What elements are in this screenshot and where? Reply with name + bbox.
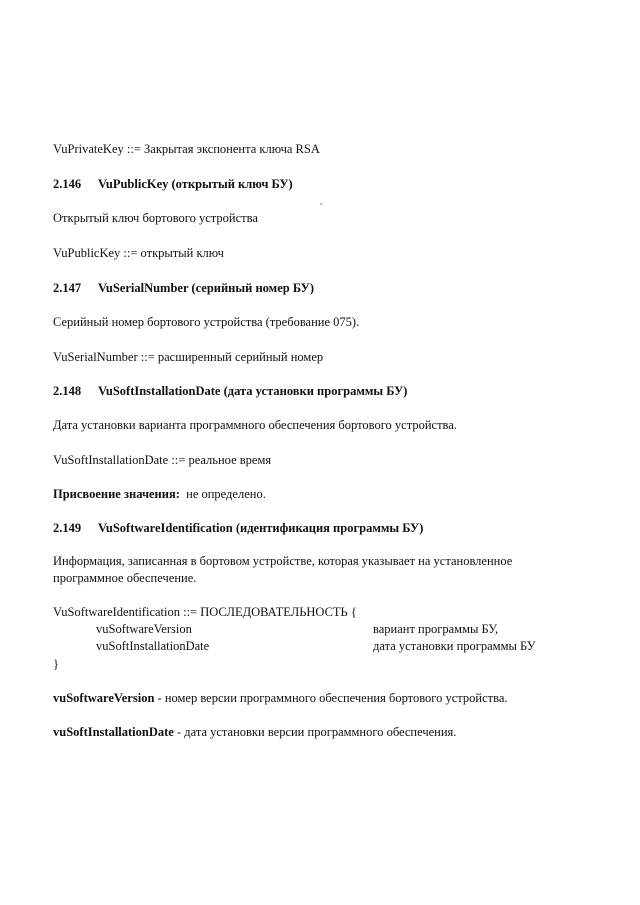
section-number: 2.149 [53,521,82,535]
code-field-description: вариант программы БУ, [373,622,499,636]
value-assignment-label: Присвоение значения: [53,487,180,501]
field-description-install-date [53,724,456,740]
code-field-description: дата установки программы БУ [373,639,536,653]
paragraph-software-info-line-1: Информация, записанная в бортовом устройстве, которая указывает на установленное [53,554,513,568]
section-number: 2.148 [53,384,82,398]
paragraph-software-info-line-2: программное обеспечение. [53,571,197,585]
definition-vuserialnumber: VuSerialNumber ::= расширенный серийный номер [53,350,324,364]
paragraph-install-date: Дата установки варианта программного обеспечения бортового устройства. [53,418,457,432]
field-description-software-version [53,690,508,706]
code-sequence-open: VuSoftwareIdentification ::= ПОСЛЕДОВАТЕЛЬНОСТЬ { [53,605,357,619]
code-field-name: vuSoftInstallationDate [96,639,210,653]
definition-vuprivatekey: VuPrivateKey ::= Закрытая экспонента ключа RSA [53,142,320,156]
section-heading-2-147 [53,280,314,296]
section-title: VuSoftInstallationDate (дата установки программы БУ) [98,384,408,398]
section-heading-2-146 [53,176,293,192]
paragraph-public-key: Открытый ключ бортового устройства [53,211,258,225]
definition-vupublickey: VuPublicKey ::= открытый ключ [53,246,224,260]
section-heading-2-149 [53,520,423,536]
section-number: 2.147 [53,281,82,295]
code-field-name: vuSoftwareVersion [96,622,192,636]
section-title: VuSoftwareIdentification (идентификация программы БУ) [98,521,424,535]
field-text: - дата установки версии программного обеспечения. [173,725,457,739]
paragraph-serial-number: Серийный номер бортового устройства (требование 075). [53,315,360,329]
section-heading-2-148 [53,383,407,399]
code-sequence-close: } [53,657,59,671]
section-number: 2.146 [53,177,82,191]
section-title: VuPublicKey (открытый ключ БУ) [98,177,293,191]
field-text: - номер версии программного обеспечения бортового устройства. [154,691,508,705]
field-term: vuSoftInstallationDate [53,725,174,739]
value-assignment-text: не определено. [186,487,266,501]
field-term: vuSoftwareVersion [53,691,155,705]
scan-speck [320,203,322,205]
value-assignment [53,486,266,502]
definition-vusoftinstallationdate: VuSoftInstallationDate ::= реальное время [53,453,272,467]
section-title: VuSerialNumber (серийный номер БУ) [98,281,314,295]
